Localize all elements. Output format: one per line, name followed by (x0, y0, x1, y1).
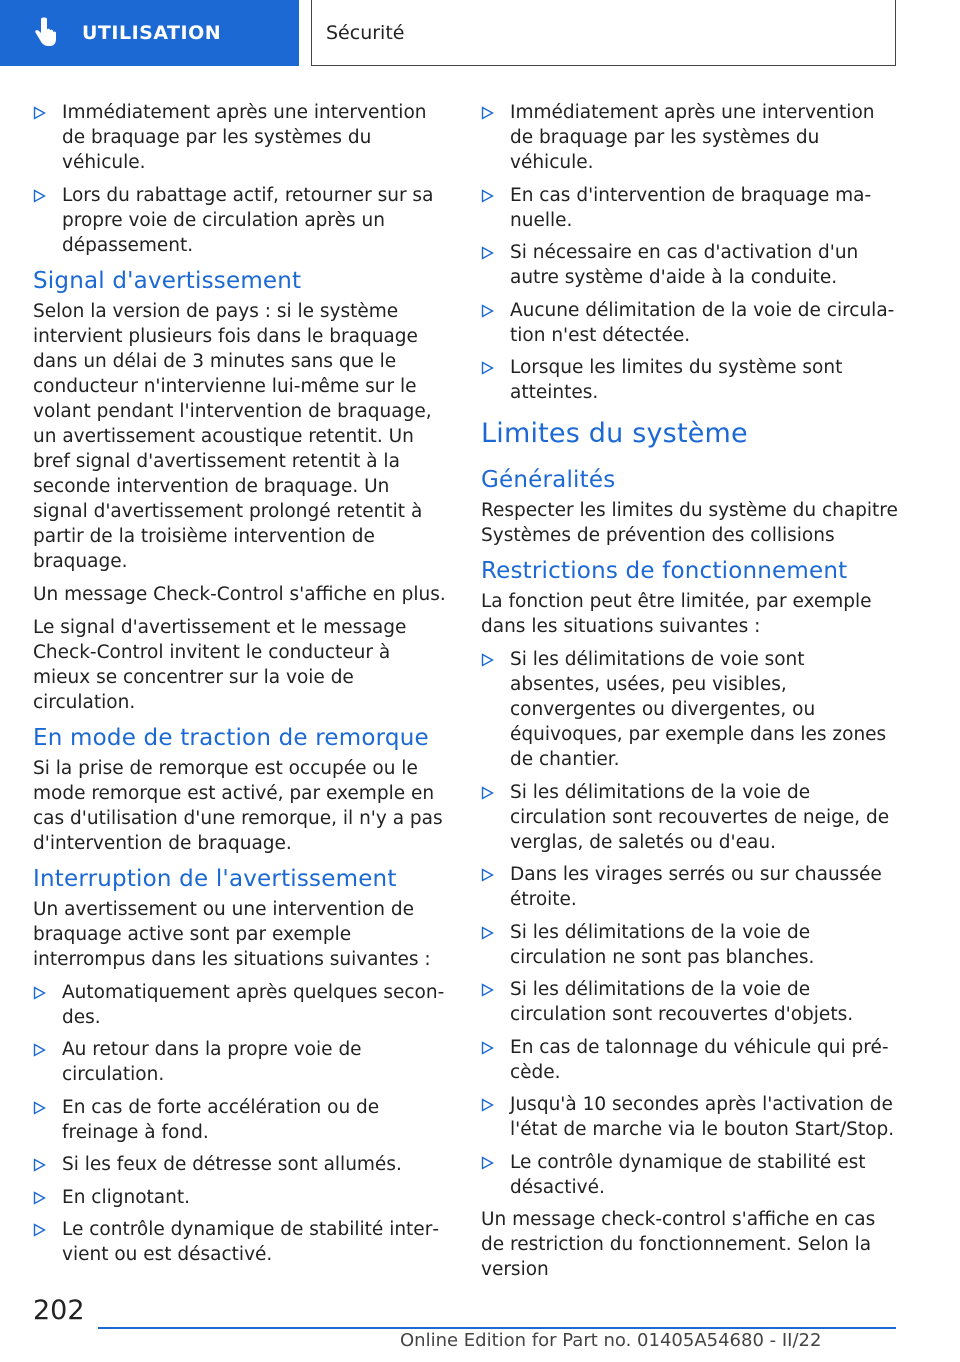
list-item: Aucune délimitation de la voie de circulation n'est détectée. (481, 298, 898, 348)
list-item: En cas de forte accélération ou de freinage à fond. (33, 1095, 447, 1145)
list-item: En cas de talonnage du véhicule qui précède. (481, 1035, 898, 1085)
pointing-hand-icon (28, 16, 62, 50)
triangle-bullet-icon (481, 983, 494, 997)
paragraph: La fonction peut être limitée, par exemple dans les situations suivantes : (481, 591, 872, 637)
list-item: Si nécessaire en cas d'activation d'un autre système d'aide à la conduite. (481, 240, 898, 290)
heading-general: Généralités (481, 467, 616, 493)
triangle-bullet-icon (33, 1101, 46, 1115)
list-item: Au retour dans la propre voie de circulation. (33, 1037, 447, 1087)
triangle-bullet-icon (33, 1158, 46, 1172)
list-item: Le contrôle dynamique de stabilité intervient ou est désactivé. (33, 1217, 447, 1267)
paragraph: Un avertissement ou une intervention de braquage active sont par exemple interrompus dans les situations suivantes : (33, 898, 431, 970)
heading-interruption: Interruption de l'avertissement (33, 865, 397, 892)
chapter-label: UTILISATION (82, 22, 222, 44)
list-item: Lorsque les limites du système sont atteintes. (481, 355, 898, 405)
triangle-bullet-icon (481, 189, 494, 203)
triangle-bullet-icon (481, 786, 494, 800)
triangle-bullet-icon (33, 1191, 46, 1205)
triangle-bullet-icon (481, 246, 494, 260)
bullet-list (481, 647, 898, 1200)
list-item: Dans les virages serrés ou sur chaussée étroite. (481, 862, 898, 912)
list-item: Lors du rabattage actif, retourner sur sa propre voie de circulation après un dépassement. (33, 183, 447, 258)
triangle-bullet-icon (481, 1041, 494, 1055)
paragraph: Un message Check-Control s'affiche en plus. (33, 583, 446, 605)
list-item: En clignotant. (33, 1185, 447, 1210)
triangle-bullet-icon (481, 304, 494, 318)
paragraph: Le signal d'avertissement et le message Check-Control invitent le conducteur à mieux se concentrer sur la voie de circulation. (33, 616, 407, 713)
triangle-bullet-icon (33, 1223, 46, 1237)
footer-divider (98, 1327, 896, 1329)
paragraph: Un message check-control s'affiche en cas de restriction du fonctionnement. Selon la version (481, 1209, 876, 1280)
paragraph: Respecter les limites du système du chapitre Systèmes de prévention des collisions (481, 500, 898, 546)
paragraph: Si la prise de remorque est occupée ou le mode remorque est activé, par exemple en cas d'utilisation d'une remorque, il n'y a pas d'intervention de braquage. (33, 757, 443, 854)
list-item: Immédiatement après une intervention de braquage par les systèmes du véhicule. (481, 100, 898, 175)
triangle-bullet-icon (33, 1043, 46, 1057)
list-item: Si les délimitations de voie sont absentes, usées, peu visibles, convergentes ou divergentes, ou équivoques, par exemple dans les zones de chantier. (481, 647, 898, 772)
page-number: 202 (33, 1295, 85, 1326)
bullet-list (33, 980, 447, 1268)
triangle-bullet-icon (481, 653, 494, 667)
list-item: Si les feux de détresse sont allumés. (33, 1152, 447, 1177)
list-item: Si les délimitations de la voie de circulation sont recouvertes de neige, de verglas, de saletés ou d'eau. (481, 780, 898, 855)
list-item: Automatiquement après quelques secondes. (33, 980, 447, 1030)
edition-note: Online Edition for Part no. 01405A54680 - II/22 (400, 1330, 822, 1351)
triangle-bullet-icon (481, 868, 494, 882)
section-title: Sécurité (311, 0, 896, 66)
triangle-bullet-icon (33, 986, 46, 1000)
list-item: Si les délimitations de la voie de circulation ne sont pas blanches. (481, 920, 898, 970)
heading-restrictions: Restrictions de fonctionnement (481, 558, 848, 584)
list-item: Si les délimitations de la voie de circulation sont recouvertes d'objets. (481, 977, 898, 1027)
triangle-bullet-icon (481, 1156, 494, 1170)
list-item: Le contrôle dynamique de stabilité est désactivé. (481, 1150, 898, 1200)
triangle-bullet-icon (33, 189, 46, 203)
paragraph: Selon la version de pays : si le système intervient plusieurs fois dans le braquage dans un délai de 3 minutes sans que le conducteur n'intervienne lui-même sur le volant pendant l'intervention de braquage, un avertissement acoustique retentit. Un bref signal d'avertissement retentit à la seconde intervention de braquage. Un signal d'avertissement prolongé retentit à partir de la troisième intervention de braquage. (33, 300, 432, 572)
list-item: Jusqu'à 10 secondes après l'activation de l'état de marche via le bouton Start/Stop. (481, 1092, 898, 1142)
triangle-bullet-icon (481, 926, 494, 940)
chapter-tab (0, 0, 299, 66)
bullet-list (481, 100, 898, 405)
page-header (0, 0, 960, 66)
list-item: En cas d'intervention de braquage manuelle. (481, 183, 898, 233)
right-column (481, 100, 898, 1290)
triangle-bullet-icon (481, 1098, 494, 1112)
list-item: Immédiatement après une intervention de braquage par les systèmes du véhicule. (33, 100, 447, 175)
triangle-bullet-icon (33, 106, 46, 120)
heading-warning-signal: Signal d'avertissement (33, 267, 302, 294)
triangle-bullet-icon (481, 106, 494, 120)
heading-trailer-mode: En mode de traction de remorque (33, 724, 429, 751)
left-column (33, 100, 447, 1275)
heading-system-limits: Limites du système (481, 418, 748, 449)
triangle-bullet-icon (481, 361, 494, 375)
bullet-list (33, 100, 447, 258)
